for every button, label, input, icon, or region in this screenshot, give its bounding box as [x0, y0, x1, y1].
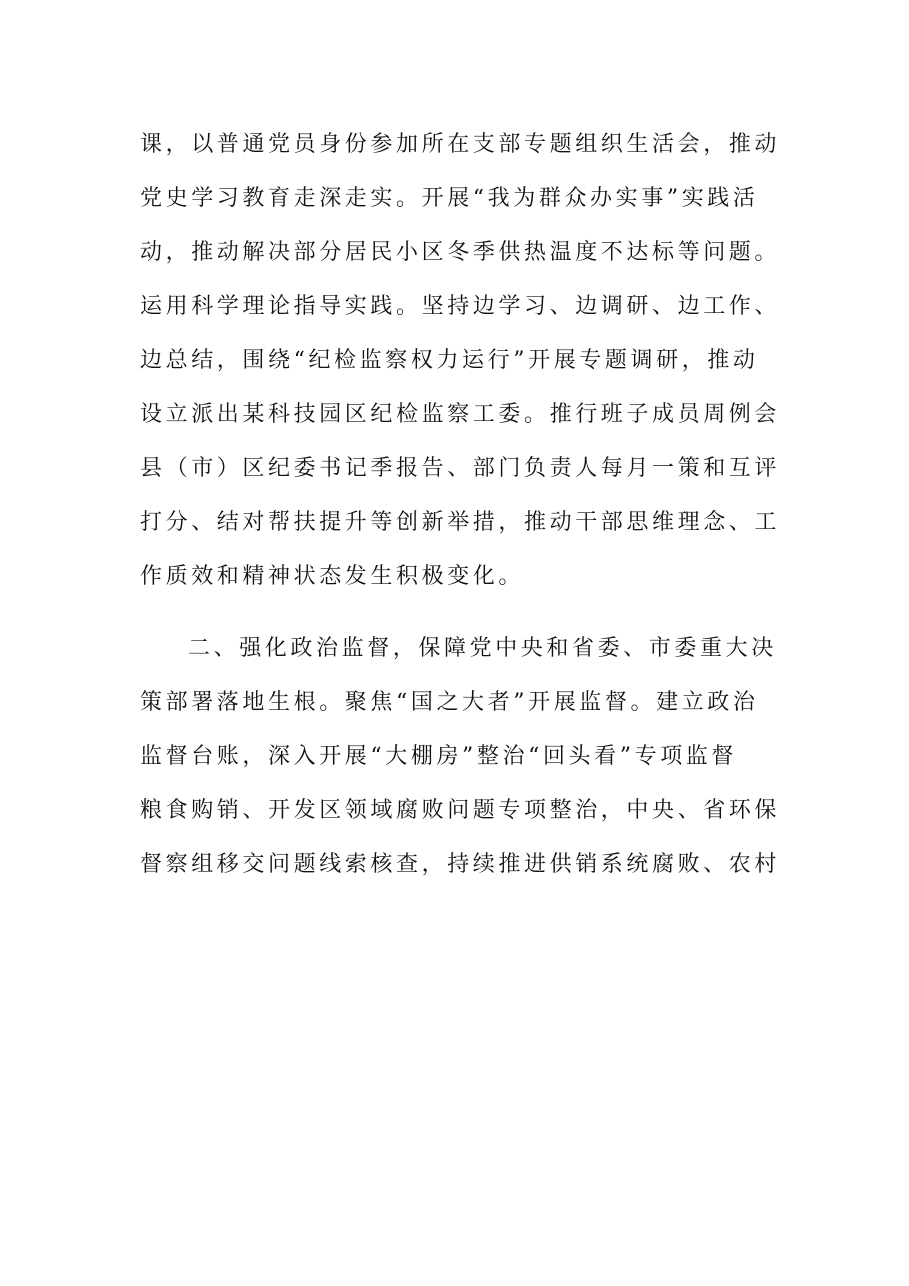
document-body: [140, 118, 780, 892]
text-line: 动，推动解决部分居民小区冬季供热温度不达标等问题。: [140, 240, 781, 265]
text-line: 运用科学理论指导实践。坚持边学习、边调研、边工作、: [140, 294, 781, 319]
text-line: 设立派出某科技园区纪检监察工委。推行班子成员周例会: [140, 402, 781, 427]
text-line: 打分、结对帮扶提升等创新举措，推动干部思维理念、工: [140, 510, 781, 535]
paragraph-gap: [140, 604, 780, 622]
text-line: 策部署落地生根。聚焦“国之大者”开展监督。建立政治: [140, 690, 759, 715]
text-line: 课，以普通党员身份参加所在支部专题组织生活会，推动: [140, 132, 781, 157]
paragraph-1: [140, 118, 780, 604]
text-line: 县（市）区纪委书记季报告、部门负责人每月一策和互评: [140, 456, 781, 481]
text-line: 粮食购销、开发区领域腐败问题专项整治，中央、省环保: [140, 798, 781, 823]
text-line: 监督台账，深入开展“大棚房”整治“回头看”专项监督: [140, 744, 737, 769]
text-line: 作质效和精神状态发生积极变化。: [140, 564, 525, 589]
text-line: 边总结，围绕“纪检监察权力运行”开展专题调研，推动: [140, 348, 759, 373]
paragraph-2: [140, 622, 780, 892]
text-line: 二、强化政治监督，保障党中央和省委、市委重大决: [188, 636, 777, 661]
text-line: 党史学习教育走深走实。开展“我为群众办实事”实践活: [140, 186, 759, 211]
text-line: 督察组移交问题线索核查，持续推进供销系统腐败、农村: [140, 852, 781, 877]
